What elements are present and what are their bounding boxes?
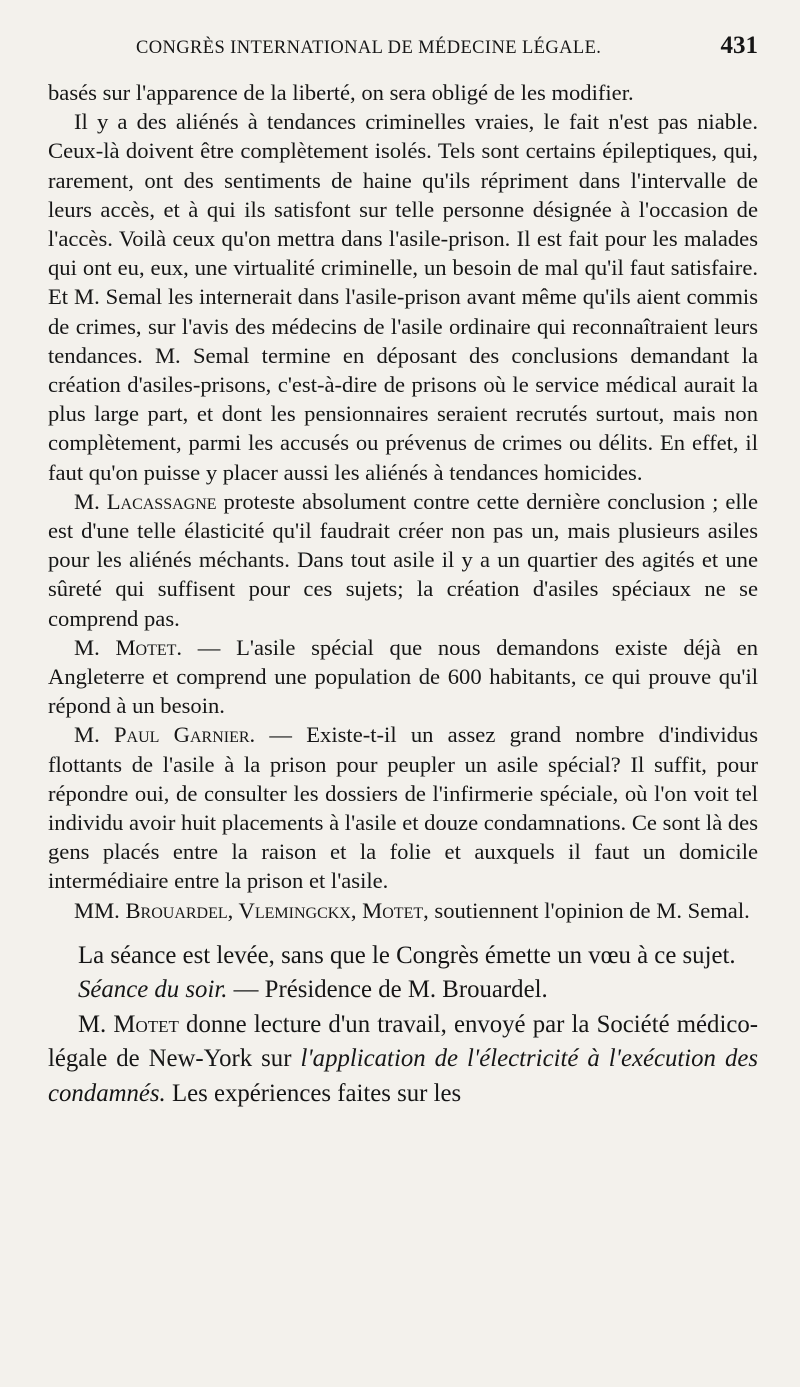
page-number: 431 xyxy=(720,32,758,59)
paragraph-3-text: proteste absolument contre cette dernière conclusion ; elle est d'une telle élasticité qu'il faudrait créer non pas un, mais plusieurs asiles pour les aliénés méchants. Dans tout asile il y a un quartier des agités et une sûreté qui suffisent pour ces sujets; la création d'asiles spéciaux ne se comprend pas. xyxy=(48,488,758,631)
body-text-large xyxy=(48,939,758,1111)
paragraph-9 xyxy=(48,1008,758,1111)
running-title: CONGRÈS INTERNATIONAL DE MÉDECINE LÉGALE. xyxy=(136,38,602,58)
paragraph-8-text: — Présidence de M. Brouardel. xyxy=(227,976,548,1004)
body-text xyxy=(48,78,758,925)
paragraph-3 xyxy=(48,487,758,633)
paragraph-8 xyxy=(48,973,758,1007)
paragraph-2: Il y a des aliénés à tendances criminelles vraies, le fait n'est pas niable. Ceux-là doivent être complètement isolés. Tels sont certains épileptiques, qui, rarement, ont des sentiments de haine qu'ils répriment dans l'intervalle de leurs accès, et à qui ils satisfont sur telle personne désignée à l'occasion de l'accès. Voilà ceux qu'on mettra dans l'asile-prison. Il est fait pour les malades qui ont eu, eux, une virtualité criminelle, un besoin de mal qu'il faut satisfaire. Et M. Semal les internerait dans l'asile-prison avant même qu'ils aient commis de crimes, sur l'avis des médecins de l'asile ordinaire qui reconnaîtraient leurs tendances. M. Semal termine en déposant des conclusions demandant la création d'asiles-prisons, c'est-à-dire de prisons où le service médical aurait la plus large part, et dont les pensionnaires seraient recrutés surtout, mais non complètement, parmi les accusés ou prévenus de crimes ou délits. En effet, il faut qu'on puisse y placer aussi les aliénés à tendances homicides. xyxy=(48,109,758,485)
paragraph-4-text: — L'asile spécial que nous demandons existe déjà en Angleterre et comprend une population de 600 habitants, ce qui prouve qu'il répond à un besoin. xyxy=(48,634,758,719)
paragraph-9-text-a: donne lecture d'un travail, envoyé par la Société médico-légale de New-York sur xyxy=(48,1010,758,1073)
paragraph-6 xyxy=(48,896,758,925)
running-header xyxy=(48,32,758,78)
speaker-lacassagne: M. Lacassagne xyxy=(74,488,217,514)
paragraph-7: La séance est levée, sans que le Congrès émette un vœu à ce sujet. xyxy=(78,941,736,969)
paragraph-5-text: — Existe-t-il un assez grand nombre d'individus flottants de l'asile à la prison pour peupler un asile spécial? Il suffit, pour répondre oui, de consulter les dossiers de l'infirmerie spéciale, où l'on voit tel individu avoir huit placements à l'asile et douze condamnations. Ce sont là des gens placés entre la raison et la folie et auxquels il faut un domicile intermédiaire entre la prison et l'asile. xyxy=(48,722,758,894)
speaker-motet-2: M. Motet xyxy=(78,1010,179,1038)
paragraph-4 xyxy=(48,633,758,721)
paragraph-1: basés sur l'apparence de la liberté, on sera obligé de les modifier. xyxy=(48,80,634,105)
paragraph-6-text: soutiennent l'opinion de M. Semal. xyxy=(428,897,750,923)
speaker-paul-garnier: M. Paul Garnier. xyxy=(74,722,256,748)
paragraph-9-italic: l'application de l'électricité à l'exécution des condamnés. xyxy=(48,1045,759,1107)
session-label: Séance du soir. xyxy=(78,976,228,1004)
speaker-motet: M. Motet. xyxy=(74,634,183,660)
speakers-group: MM. Brouardel, Vlemingckx, Motet, xyxy=(74,897,429,923)
paragraph-9-text-b: Les expériences faites sur les xyxy=(165,1079,462,1107)
paragraph-5 xyxy=(48,720,758,895)
